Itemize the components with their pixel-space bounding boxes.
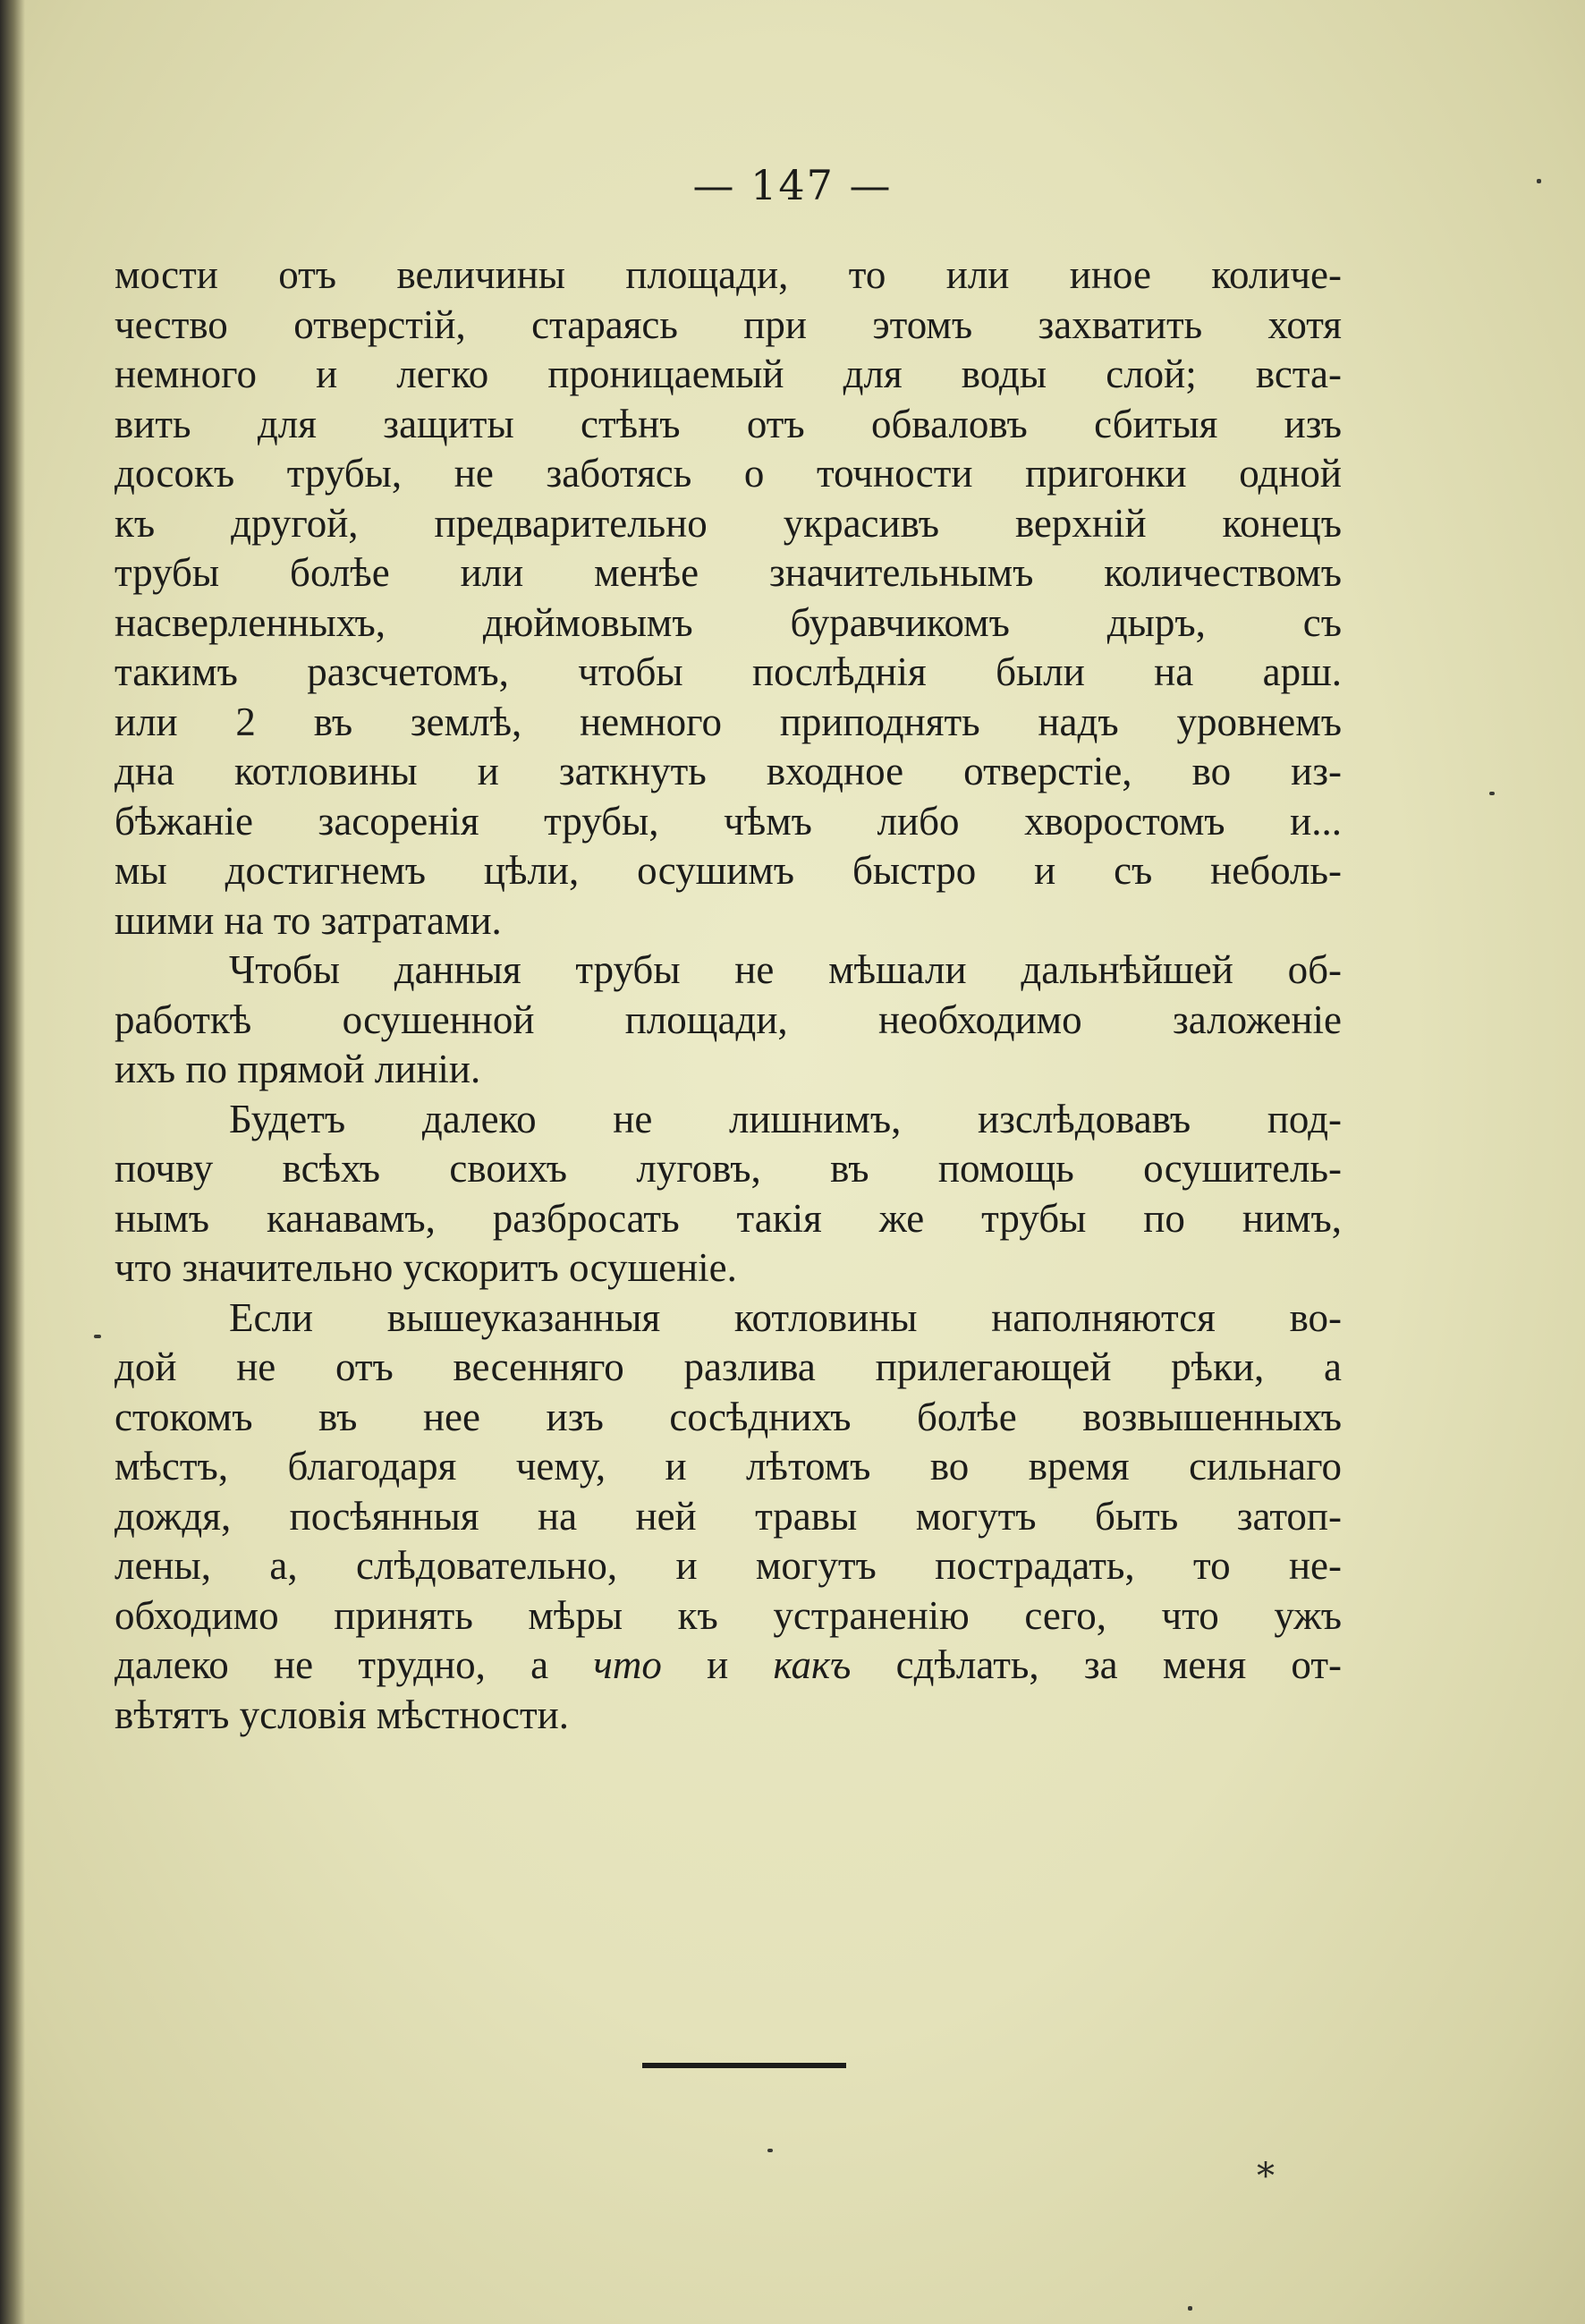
italic-word: какъ	[773, 1642, 852, 1687]
text-line: мы достигнемъ цѣли, осушимъ быстро и съ неболь-	[114, 848, 1342, 893]
paper-speck	[1489, 792, 1495, 795]
text-line: Если вышеуказанныя котловины наполняются во-	[229, 1294, 1342, 1340]
text-line: къ другой, предварительно украсивъ верхній конецъ	[114, 500, 1342, 546]
text-line: шими на то затратами.	[114, 897, 502, 943]
paper-speck	[767, 2149, 773, 2152]
text-line: чество отверстій, стараясь при этомъ захватить хотя	[114, 301, 1342, 347]
text-line: или 2 въ землѣ, немного приподнять надъ уровнемъ	[114, 699, 1342, 744]
text-line: мѣстъ, благодаря чему, и лѣтомъ во время сильнаго	[114, 1444, 1342, 1489]
text-line-italic	[114, 1641, 1342, 1691]
text-line: ихъ по прямой линіи.	[114, 1047, 481, 1091]
paper-speck	[1188, 2306, 1192, 2311]
text-line: такимъ разсчетомъ, чтобы послѣднія были на арш.	[114, 649, 1342, 694]
text-line: стокомъ въ нее изъ сосѣднихъ болѣе возвышенныхъ	[114, 1394, 1342, 1439]
text-line: дой не отъ весенняго разлива прилегающей рѣки, а	[114, 1344, 1342, 1389]
text-line: обходимо принять мѣры къ устраненію сего, что ужъ	[114, 1592, 1342, 1638]
text-line: немного и легко проницаемый для воды слой; вста-	[114, 352, 1342, 396]
text-span: далеко не трудно, а	[114, 1642, 594, 1687]
end-rule	[642, 2063, 846, 2068]
text-line: нымъ канавамъ, разбросать такія же трубы по нимъ,	[114, 1195, 1342, 1241]
text-line: почву всѣхъ своихъ луговъ, въ помощь осушитель-	[114, 1146, 1342, 1191]
paper-speck	[94, 1335, 101, 1338]
italic-word: что	[593, 1642, 662, 1687]
text-line: бѣжаніе засоренія трубы, чѣмъ либо хворостомъ и...	[114, 798, 1342, 844]
text-line: что значительно ускоритъ осушеніе.	[114, 1245, 737, 1290]
text-line: Чтобы данныя трубы не мѣшали дальнѣйшей об-	[229, 947, 1342, 992]
text-line: дна котловины и заткнуть входное отверстіе, во из-	[114, 749, 1342, 793]
text-line: досокъ трубы, не заботясь о точности пригонки одной	[114, 451, 1342, 496]
text-line: дождя, посѣянныя на ней травы могутъ быть затоп-	[114, 1493, 1342, 1539]
body-text	[114, 250, 1342, 1740]
text-line: работкѣ осушенной площади, необходимо заложеніе	[114, 997, 1342, 1042]
text-span: сдѣлать, за меня от-	[851, 1642, 1342, 1687]
page-number: — 147 —	[692, 161, 893, 209]
text-line: трубы болѣе или менѣе значительнымъ количествомъ	[114, 550, 1342, 595]
paper-speck	[1537, 179, 1541, 183]
text-line: мости отъ величины площади, то или иное количе-	[114, 252, 1342, 297]
text-line: вить для защиты стѣнъ отъ обваловъ сбитыя изъ	[114, 401, 1342, 446]
asterisk-ornament: *	[1257, 2156, 1275, 2197]
text-line: лены, а, слѣдовательно, и могутъ пострадать, то не-	[114, 1543, 1342, 1588]
text-line: Будетъ далеко не лишнимъ, изслѣдовавъ под-	[229, 1096, 1342, 1141]
text-line: насверленныхъ, дюймовымъ буравчикомъ дыръ, съ	[114, 599, 1342, 645]
page-binding-shadow	[0, 0, 25, 2324]
text-span: и	[661, 1642, 774, 1687]
text-line-final: вѣтятъ условія мѣстности.	[114, 1692, 569, 1737]
